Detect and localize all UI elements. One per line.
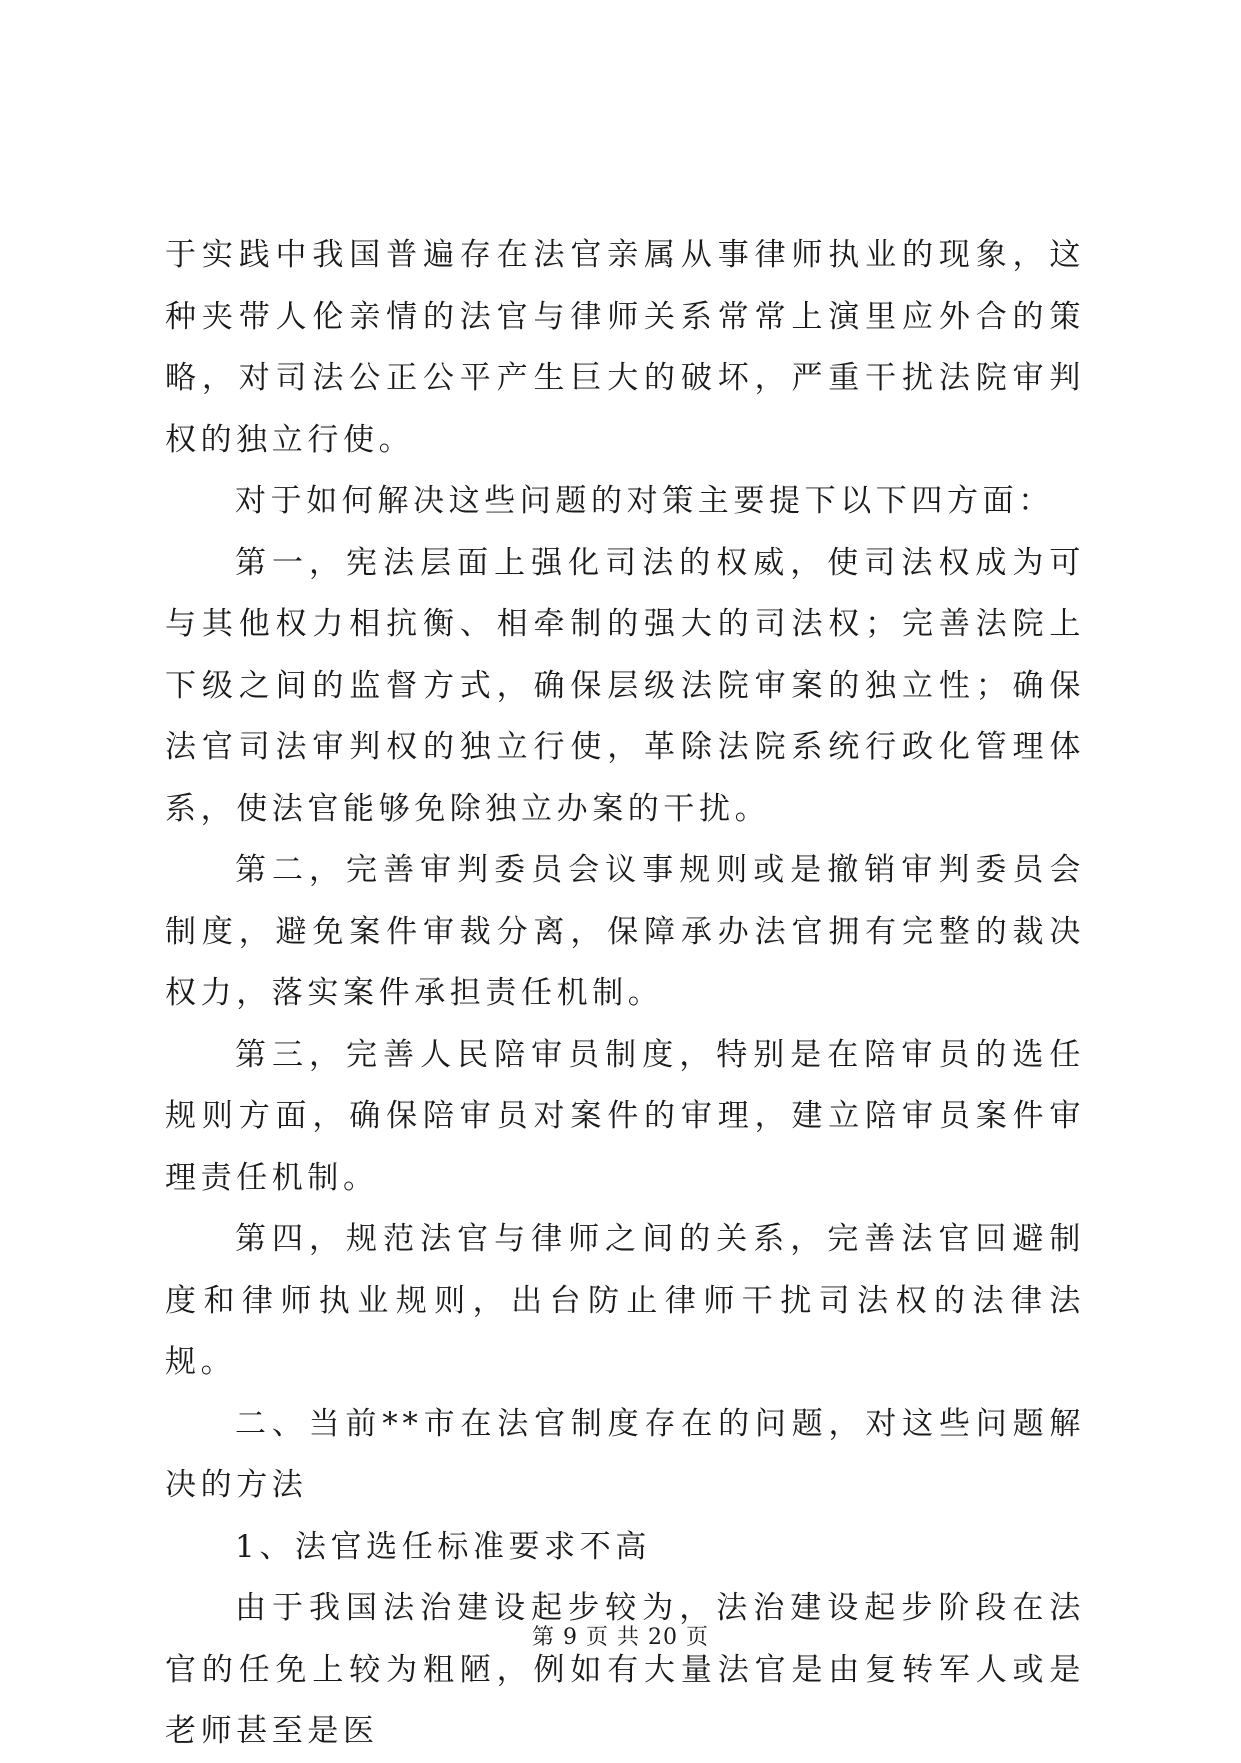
paragraph: 第三，完善人民陪审员制度，特别是在陪审员的选任规则方面，确保陪审员对案件的审理，建立陪审员案件审理责任机制。: [165, 1036, 1085, 1196]
paragraph: 由于我国法治建设起步较为，法治建设起步阶段在法官的任免上较为粗陋，例如有大量法官是由复转军人或是老师甚至是医: [165, 1590, 1085, 1749]
paragraph: 第四，规范法官与律师之间的关系，完善法官回避制度和律师执业规则，出台防止律师干扰司法权的法律法规。: [165, 1221, 1085, 1380]
paragraph: 对于如何解决这些问题的对策主要提下以下四方面：: [235, 483, 1054, 519]
paragraph: 第一，宪法层面上强化司法的权威，使司法权成为可与其他权力相抗衡、相牵制的强大的司法权；完善法院上下级之间的监督方式，确保层级法院审案的独立性；确保法官司法审判权的独立行使，革除法院系统行政化管理体系，使法官能够免除独立办案的干扰。: [165, 544, 1085, 827]
page-number-footer: 第 9 页 共 20 页: [532, 1625, 709, 1650]
paragraph: 第二，完善审判委员会议事规则或是撤销审判委员会制度，避免案件审裁分离，保障承办法官拥有完整的裁决权力，落实案件承担责任机制。: [165, 852, 1085, 1011]
document-body: [165, 225, 1085, 1763]
paragraph: 于实践中我国普遍存在法官亲属从事律师执业的现象，这种夹带人伦亲情的法官与律师关系常常上演里应外合的策略，对司法公正公平产生巨大的破坏，严重干扰法院审判权的独立行使。: [165, 237, 1085, 458]
section-heading: 二、当前**市在法官制度存在的问题，对这些问题解决的方法: [165, 1405, 1085, 1503]
subsection-heading: 1、法官选任标准要求不高: [235, 1528, 651, 1565]
